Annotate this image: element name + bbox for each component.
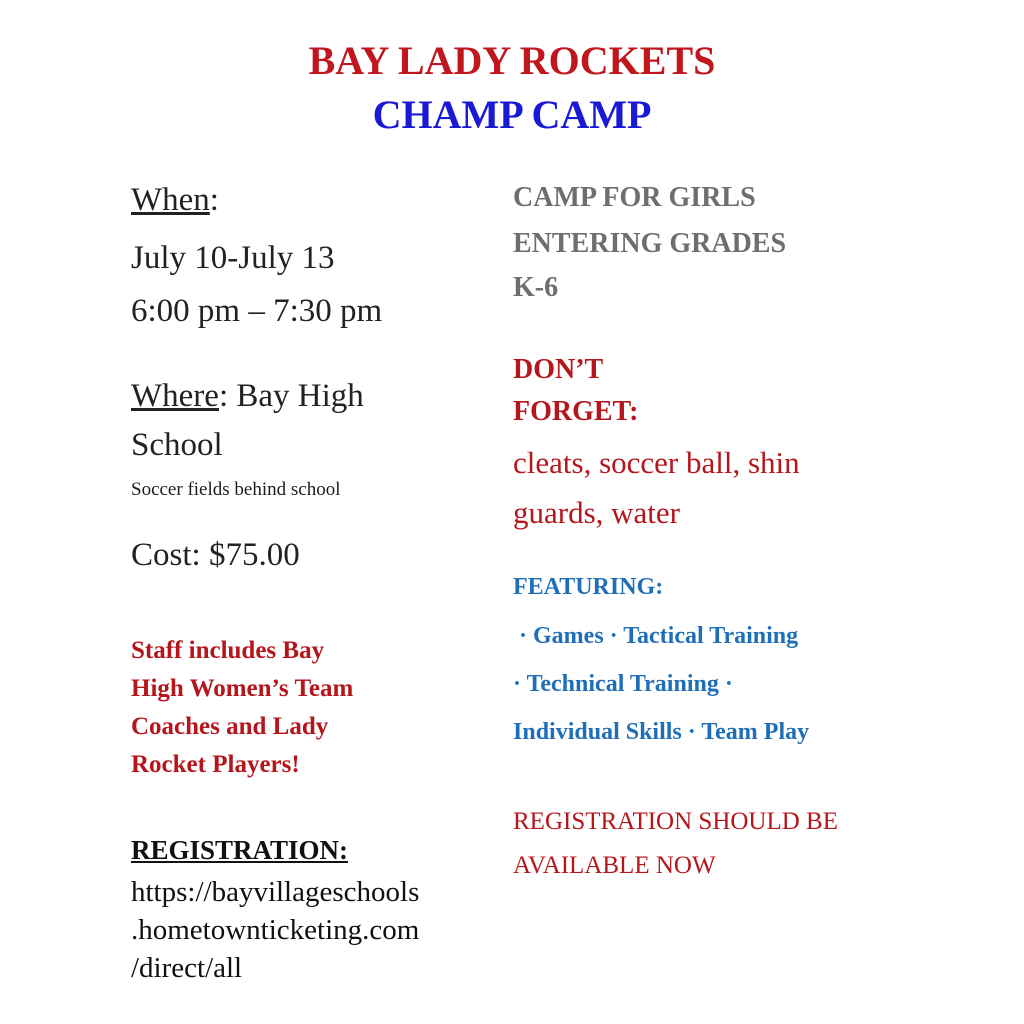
registration-url-line-3[interactable]: /direct/all [131,952,243,984]
when-label: When [131,182,210,218]
staff-line-2: High Women’s Team [131,675,354,702]
where-value-line-2: School [131,427,223,463]
title-line-2: CHAMP CAMP [372,92,652,137]
registration-heading: REGISTRATION: [131,835,349,865]
registration-url-line-1[interactable]: https://bayvillageschools [131,876,420,908]
featuring-line-3: Individual Skills · Team Play [513,719,810,745]
bring-line-2: guards, water [513,495,680,530]
dont-forget-line-1: DON’T [513,354,604,385]
dont-forget-line-2: FORGET: [513,396,639,427]
staff-line-4: Rocket Players! [131,751,300,778]
where-note: Soccer fields behind school [131,479,341,500]
featuring-heading: FEATURING: [513,574,664,600]
bring-line-1: cleats, soccer ball, shin [513,445,800,480]
where-value: : Bay High [218,378,364,414]
when-dates: July 10-July 13 [131,240,335,276]
when-times: 6:00 pm – 7:30 pm [131,293,383,329]
featuring-line-1: · Games · Tactical Training [513,623,799,649]
where-heading [131,376,364,416]
staff-line-3: Coaches and Lady [131,713,329,740]
camp-for-line-3: K-6 [513,272,559,303]
availability-line-1: REGISTRATION SHOULD BE [513,808,838,835]
where-label: Where [131,378,219,414]
camp-for-line-1: CAMP FOR GIRLS [513,182,756,213]
registration-url-line-2[interactable]: .hometownticketing.com [131,914,420,946]
availability-line-2: AVAILABLE NOW [513,852,716,879]
when-colon: : [209,182,219,218]
title-line-1: BAY LADY ROCKETS [308,38,716,83]
featuring-line-2: · Technical Training · [513,671,733,697]
camp-for-line-2: ENTERING GRADES [513,228,787,259]
when-heading [131,180,219,220]
staff-line-1: Staff includes Bay [131,637,325,664]
cost: Cost: $75.00 [131,537,300,573]
